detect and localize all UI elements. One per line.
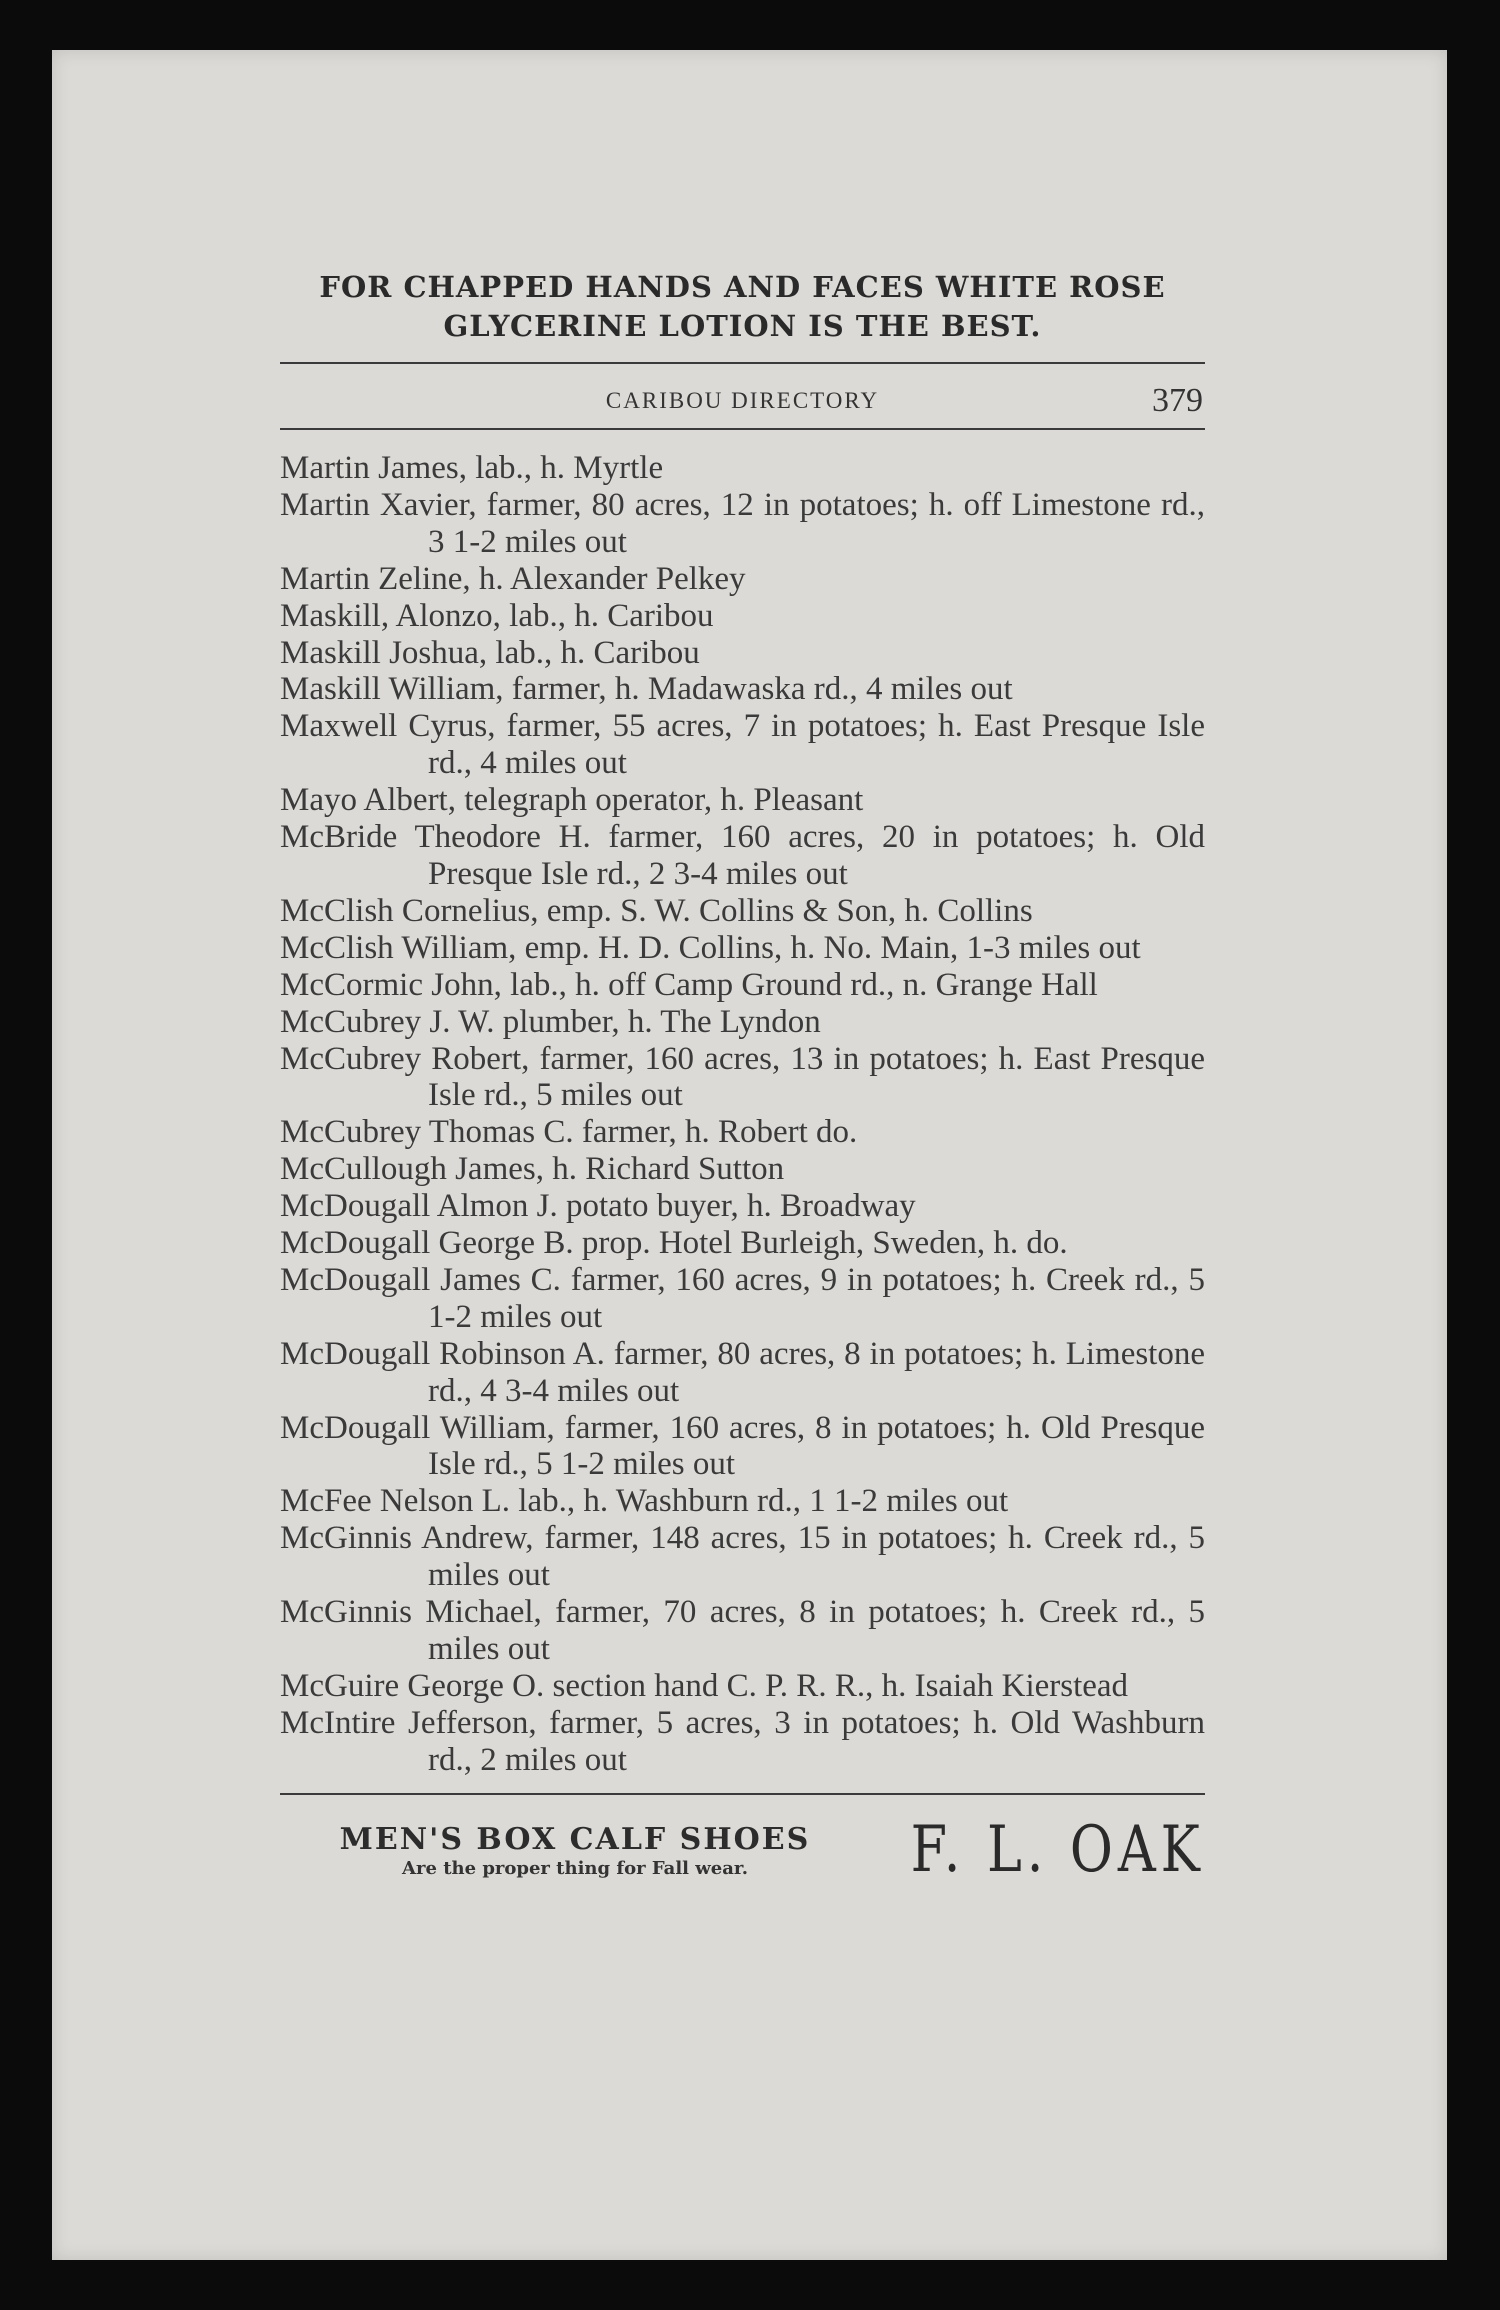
top-ad-line-1: FOR CHAPPED HANDS AND FACES WHITE ROSE	[319, 270, 1166, 304]
top-advertisement	[280, 268, 1205, 346]
directory-entry: McClish Cornelius, emp. S. W. Collins & Son, h. Collins	[280, 892, 1033, 929]
directory-entry: Martin Xavier, farmer, 80 acres, 12 in potatoes; h. off Limestone rd., 3 1-2 miles out	[280, 486, 1205, 560]
directory-entry: Maskill Joshua, lab., h. Caribou	[280, 634, 700, 671]
directory-entry: McGinnis Andrew, farmer, 148 acres, 15 in potatoes; h. Creek rd., 5 miles out	[280, 1520, 1205, 1594]
directory-entry: Maskill William, farmer, h. Madawaska rd., 4 miles out	[280, 671, 1013, 708]
page-content	[280, 268, 1205, 1899]
bottom-rule	[280, 1793, 1205, 1795]
directory-entry: McClish William, emp. H. D. Collins, h. No. Main, 1-3 miles out	[280, 929, 1141, 966]
directory-entry: Mayo Albert, telegraph operator, h. Pleasant	[280, 782, 864, 819]
bottom-advertisement	[280, 1809, 1205, 1899]
directory-entry: McDougall William, farmer, 160 acres, 8 in potatoes; h. Old Presque Isle rd., 5 1-2 miles out	[280, 1409, 1205, 1483]
directory-entry: McDougall Almon J. potato buyer, h. Broadway	[280, 1188, 916, 1225]
bottom-ad-text	[280, 1823, 870, 1881]
directory-entry: McCubrey J. W. plumber, h. The Lyndon	[280, 1003, 821, 1040]
running-head-title: CARIBOU DIRECTORY	[605, 388, 880, 413]
directory-entry: McIntire Jefferson, farmer, 5 acres, 3 in potatoes; h. Old Washburn rd., 2 miles out	[280, 1704, 1205, 1778]
directory-entry: Maskill, Alonzo, lab., h. Caribou	[280, 597, 714, 634]
directory-page	[52, 50, 1447, 2260]
directory-entry: McGinnis Michael, farmer, 70 acres, 8 in potatoes; h. Creek rd., 5 miles out	[280, 1594, 1205, 1667]
bottom-ad-title: MEN'S BOX CALF SHOES	[339, 1821, 811, 1857]
directory-entry: McDougall Robinson A. farmer, 80 acres, 8 in potatoes; h. Limestone rd., 4 3-4 miles out	[280, 1335, 1205, 1409]
directory-entry: McCullough James, h. Richard Sutton	[280, 1151, 785, 1188]
directory-entry: Martin James, lab., h. Myrtle	[280, 450, 664, 486]
directory-entry: McDougall George B. prop. Hotel Burleigh, Sweden, h. do.	[280, 1225, 1068, 1262]
directory-entry: McCubrey Robert, farmer, 160 acres, 13 in potatoes; h. East Presque Isle rd., 5 miles out	[280, 1040, 1205, 1114]
directory-entry: Maxwell Cyrus, farmer, 55 acres, 7 in potatoes; h. East Presque Isle rd., 4 miles out	[280, 708, 1205, 782]
bottom-ad-advertiser: F. L. OAK	[910, 1812, 1205, 1887]
top-ad-line-2: GLYCERINE LOTION IS THE BEST.	[443, 309, 1042, 343]
directory-entry: Martin Zeline, h. Alexander Pelkey	[280, 560, 746, 597]
directory-entry: McCubrey Thomas C. farmer, h. Robert do.	[280, 1114, 858, 1151]
directory-entries	[280, 450, 1205, 1779]
bottom-ad-subtitle: Are the proper thing for Fall wear.	[402, 1857, 748, 1879]
page-number: 379	[1152, 382, 1203, 419]
directory-entry: McFee Nelson L. lab., h. Washburn rd., 1 1-2 miles out	[280, 1483, 1009, 1520]
directory-entry: McGuire George O. section hand C. P. R. R., h. Isaiah Kierstead	[280, 1667, 1129, 1704]
directory-entry: McCormic John, lab., h. off Camp Ground rd., n. Grange Hall	[280, 966, 1098, 1003]
header-rule	[280, 428, 1205, 430]
directory-entry: McBride Theodore H. farmer, 160 acres, 20 in potatoes; h. Old Presque Isle rd., 2 3-4 miles out	[280, 819, 1205, 892]
directory-entry: McDougall James C. farmer, 160 acres, 9 in potatoes; h. Creek rd., 5 1-2 miles out	[280, 1261, 1205, 1335]
running-header	[280, 364, 1205, 428]
